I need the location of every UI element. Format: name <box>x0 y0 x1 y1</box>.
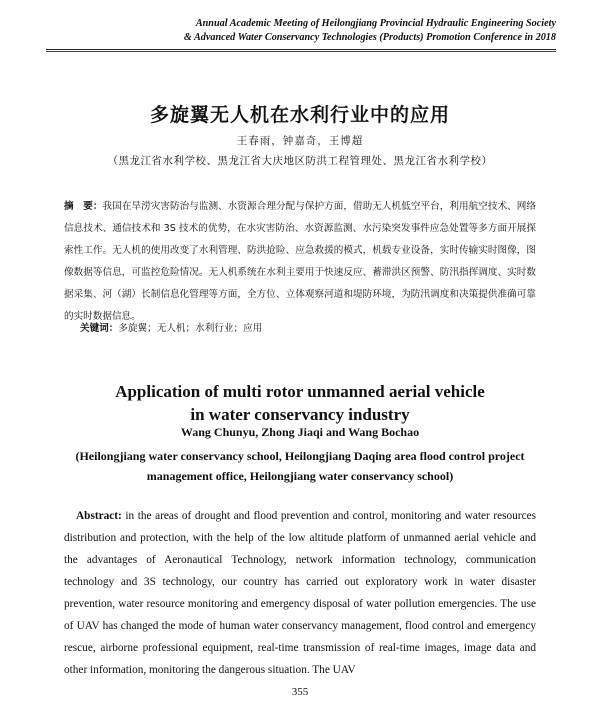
title-chinese: 多旋翼无人机在水利行业中的应用 <box>149 104 450 126</box>
abstract-english-text: in the areas of drought and flood prevention and control, monitoring and water resources distribution and protection, with the help of the low altitude platform of unmanned aerial vehicle and the advantages of Aeronautical Technology, network information technology, communication technology and 3S technology, our country has carried out exploratory work in water disaster prevention, water resource monitoring and emergency disposal of water pollution emergencies. The use of UAV has changed the mode of human water conservancy management, flood control and emergency rescue, airborne professional equipment, real-time transmission of real-time images, image data and other information, monitoring the dangerous situation. The UAV <box>64 510 536 676</box>
keywords-chinese-label: 关键词： <box>80 323 119 334</box>
affiliation-english: (Heilongjiang water conservancy school, Heilongjiang Daqing area flood control project management office, Heilongjiang water conservancy school) <box>75 449 525 483</box>
running-header <box>184 17 556 45</box>
affiliation-chinese: （黑龙江省水利学校、黑龙江省大庆地区防洪工程管理处、黑龙江省水利学校） <box>107 155 493 167</box>
header-line-2: & Advanced Water Conservancy Technologies (Products) Promotion Conference in 2018 <box>183 32 556 43</box>
header-rule <box>46 49 556 50</box>
header-rule-secondary <box>46 51 556 52</box>
title-english-line-2: in water conservancy industry <box>190 405 410 424</box>
authors-english: Wang Chunyu, Zhong Jiaqi and Wang Bochao <box>180 425 420 439</box>
abstract-english-label: Abstract: <box>76 510 122 522</box>
authors-chinese: 王春雨，钟嘉奇，王博超 <box>236 135 364 147</box>
header-line-1: Annual Academic Meeting of Heilongjiang Provincial Hydraulic Engineering Society <box>195 18 556 29</box>
abstract-chinese <box>64 196 536 328</box>
keywords-chinese <box>80 320 262 334</box>
title-english-line-1: Application of multi rotor unmanned aerial vehicle <box>115 382 485 401</box>
abstract-chinese-label: 摘 要： <box>64 201 103 212</box>
keywords-chinese-text: 多旋翼；无人机；水利行业；应用 <box>118 323 263 334</box>
abstract-chinese-text: 我国在旱涝灾害防治与监测、水资源合理分配与保护方面，借助无人机低空平台，利用航空技术、网络信息技术、通信技术和 3S 技术的优势，在水灾害防治、水资源监测、水污染突发事件应急处置等多方面开展探索性工作。无人机的使用改变了水利管理、防洪抢险、应急救援的模式，机载专业设备，实时传输实时图像，图像数据等信息，可监控危险情况。无人机系统在水利主要用于快速反应、蓄滞洪区预警、防汛指挥调度、实时数据采集、河（湖）长制信息化管理等方面，全方位、立体观察河道和堤防环境，为防汛调度和决策提供准确可靠的实时数据信息。 <box>64 201 537 322</box>
page-number: 355 <box>291 686 309 698</box>
abstract-english <box>64 505 536 681</box>
title-english <box>0 380 600 426</box>
